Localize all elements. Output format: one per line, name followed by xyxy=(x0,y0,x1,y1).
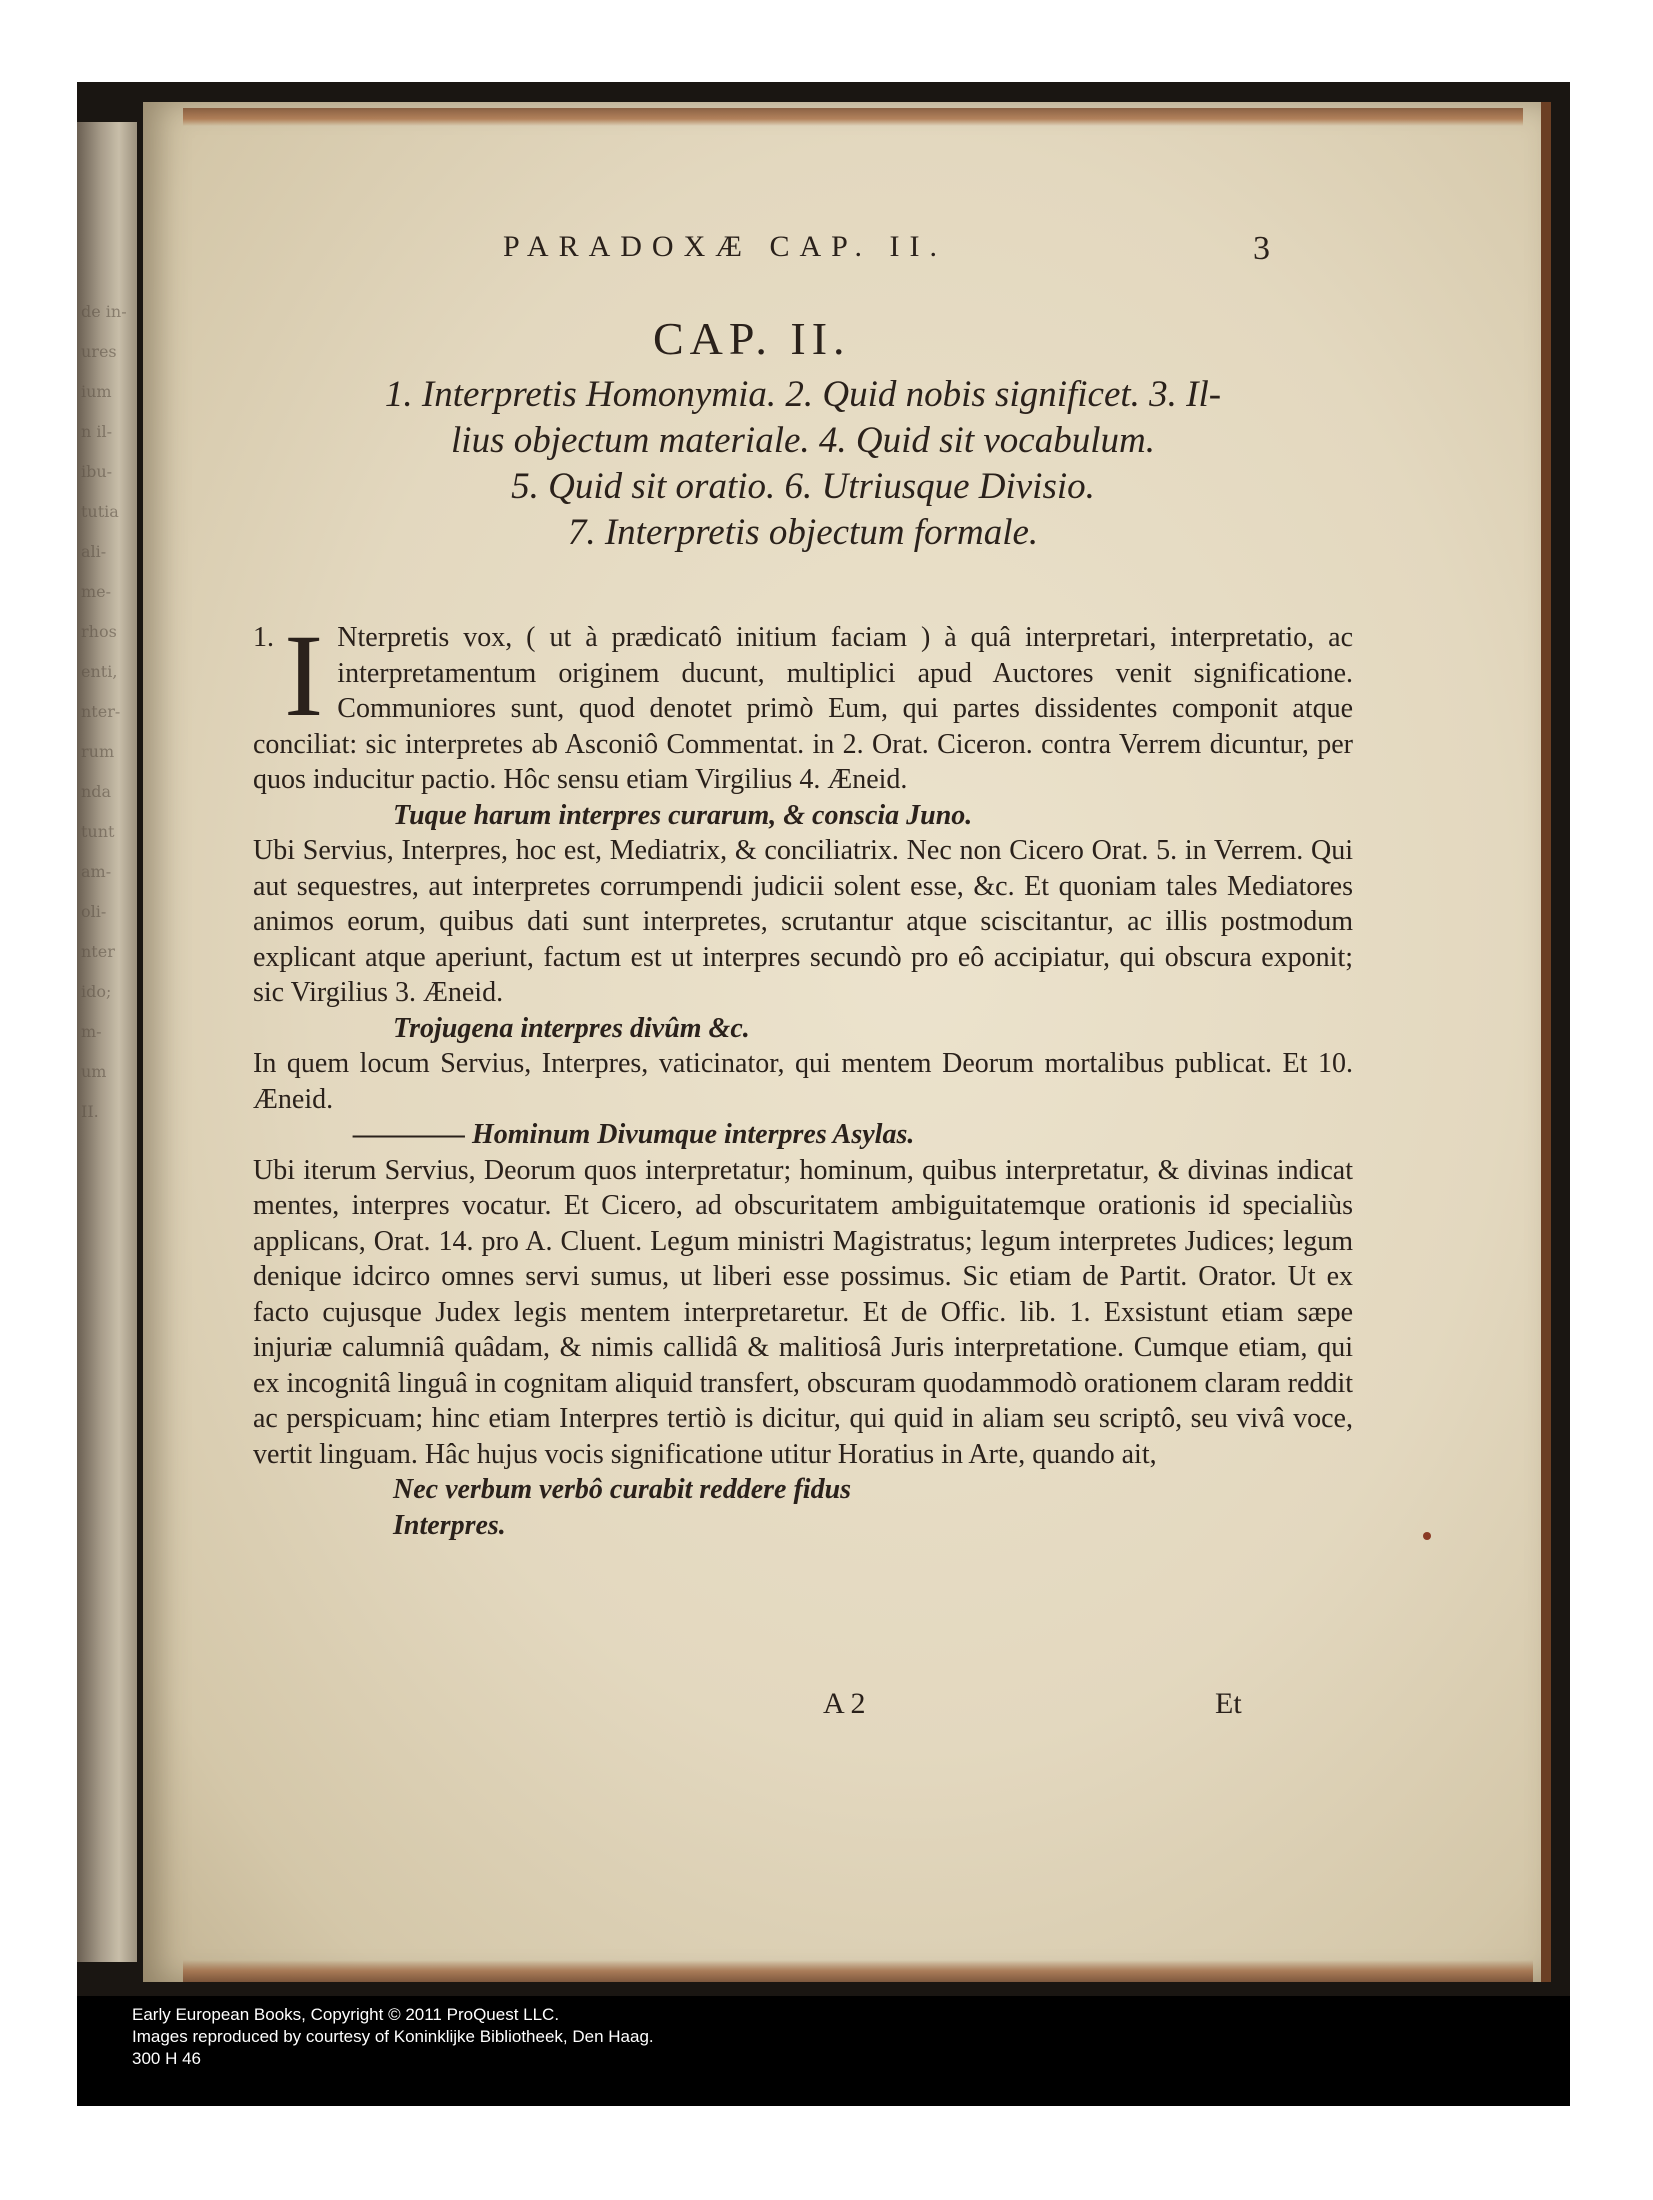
summary-line: 7. Interpretis objectum formale. xyxy=(567,512,1039,553)
page-bottom-edge xyxy=(183,1960,1533,1982)
chapter-title: CAP. II. xyxy=(653,313,851,364)
facing-page-fragment: m- xyxy=(81,1022,102,1041)
facing-page-fragment: nter xyxy=(81,942,115,961)
verse-quote: Trojugena interpres divûm &c. xyxy=(393,1012,750,1044)
facing-page-fragment: tunt xyxy=(81,822,115,841)
summary-line: 1. Interpretis Homonymia. 2. Quid nobis significet. 3. Il- xyxy=(384,374,1222,415)
facing-page-fragment: ali- xyxy=(81,542,107,561)
facing-page-edge xyxy=(77,122,137,1962)
credits-text xyxy=(132,2004,654,2070)
chapter-summary xyxy=(263,372,1343,556)
verse-quote: Tuque harum interpres curarum, & conscia Juno. xyxy=(393,799,973,831)
facing-page-fragment: oli- xyxy=(81,902,107,921)
section-number: 1. xyxy=(253,622,274,653)
facing-page-fragment: nter- xyxy=(81,702,121,721)
paragraph: Nterpretis vox, ( ut à prædicatô initium faciam ) à quâ interpretari, interpretatio, ac interpretamentum originem ducunt, multiplici apud Auctores venit significatione. Communiores sunt, quod denotet primò Eum, qui partes dissidentes componit atque conciliat: sic interpretes ab Asconiô Commentat. in 2. Orat. Ciceron. contra Verrem dicuntur, per quos inducitur pactio. Hôc sensu etiam Virgilius 4. Æneid. xyxy=(253,622,1353,795)
facing-page-fragment: tutia xyxy=(81,502,119,521)
credits-line: Images reproduced by courtesy of Koninklijke Bibliotheek, Den Haag. xyxy=(132,2027,654,2046)
page-top-edge xyxy=(183,108,1523,126)
running-head: PARADOXÆ CAP. II. xyxy=(503,230,947,263)
facing-page-fragment: rum xyxy=(81,742,115,761)
facing-page-fragment: am- xyxy=(81,862,112,881)
credits-line: 300 H 46 xyxy=(132,2049,201,2068)
signature-mark: A 2 xyxy=(823,1687,866,1720)
facing-page-fragment: n il- xyxy=(81,422,113,441)
summary-line: lius objectum materiale. 4. Quid sit vocabulum. xyxy=(451,420,1155,461)
credits-bar xyxy=(77,1996,1570,2106)
facing-page-fragment: rhos xyxy=(81,622,117,641)
body-text xyxy=(253,610,1353,1543)
paragraph: In quem locum Servius, Interpres, vaticinator, qui mentem Deorum mortalibus publicat. Et 10. Æneid. xyxy=(253,1048,1353,1115)
facing-page-fragment: ido; xyxy=(81,982,112,1001)
facing-page-fragment: ibu- xyxy=(81,462,113,481)
page-number: 3 xyxy=(1253,230,1270,267)
paragraph: Ubi Servius, Interpres, hoc est, Mediatrix, & conciliatrix. Nec non Cicero Orat. 5. in Verrem. Qui aut sequestres, aut interpretes corrumpendi judicii solent esse, &c. Et quoniam tales Mediatores animos eorum, quibus dati sunt interpretes, scrutantur atque sciscitantur, ac illis postmodum explicant atque aperiunt, factum est ut interpres secundò pro eô accipiatur, qui obscura exponit; sic Virgilius 3. Æneid. xyxy=(253,835,1353,1008)
credits-line: Early European Books, Copyright © 2011 ProQuest LLC. xyxy=(132,2005,560,2024)
paragraph: Ubi iterum Servius, Deorum quos interpretatur; hominum, quibus interpretatur, & divinas indicat mentes, interpres vocatur. Et Cicero, ad obscuritatem ambiguitatemque orationis id specialiùs applicans, Orat. 14. pro A. Cluent. Legum ministri Magistratus; legum interpretes Judices; legum denique idcirco omnes servi sumus, ut liberi esse possimus. Sic etiam de Partit. Orator. Ut ex facto cujusque Judex legis mentem interpretaretur. Et de Offic. lib. 1. Exsistunt etiam sæpe injuriæ calumniâ quâdam, & nimis callidâ & malitiosâ Juris interpretatione. Cumque etiam, qui ex incognitâ linguâ in cognitam aliquid transfert, obscuram quodammodò orationem claram reddit ac perspicuam; hinc etiam Interpres tertiò is dicitur, qui quid in aliam seu scriptô, seu vivâ voce, vertit linguam. Hâc hujus vocis significatione utitur Horatius in Arte, quando ait, xyxy=(253,1154,1353,1470)
drop-cap: I xyxy=(284,610,324,741)
facing-page-fragment: ium xyxy=(81,382,112,401)
facing-page-fragment: II. xyxy=(81,1102,99,1121)
facing-page-text xyxy=(81,292,131,1792)
paper-speck xyxy=(1423,1532,1431,1540)
facing-page-fragment: um xyxy=(81,1062,107,1081)
facing-page-fragment: ures xyxy=(81,342,117,361)
facing-page-fragment: enti, xyxy=(81,662,118,681)
book-page xyxy=(143,102,1551,1982)
verse-quote: Nec verbum verbô curabit reddere fidus xyxy=(393,1474,852,1505)
scanned-page-image xyxy=(77,82,1570,1996)
facing-page-fragment: nda xyxy=(81,782,112,801)
facing-page-fragment: de in- xyxy=(81,302,127,321)
verse-quote: ———— Hominum Divumque interpres Asylas. xyxy=(353,1119,915,1150)
catchword: Et xyxy=(1215,1687,1242,1720)
summary-line: 5. Quid sit oratio. 6. Utriusque Divisio. xyxy=(511,466,1095,507)
verse-quote: Interpres. xyxy=(393,1509,506,1541)
facing-page-fragment: me- xyxy=(81,582,112,601)
